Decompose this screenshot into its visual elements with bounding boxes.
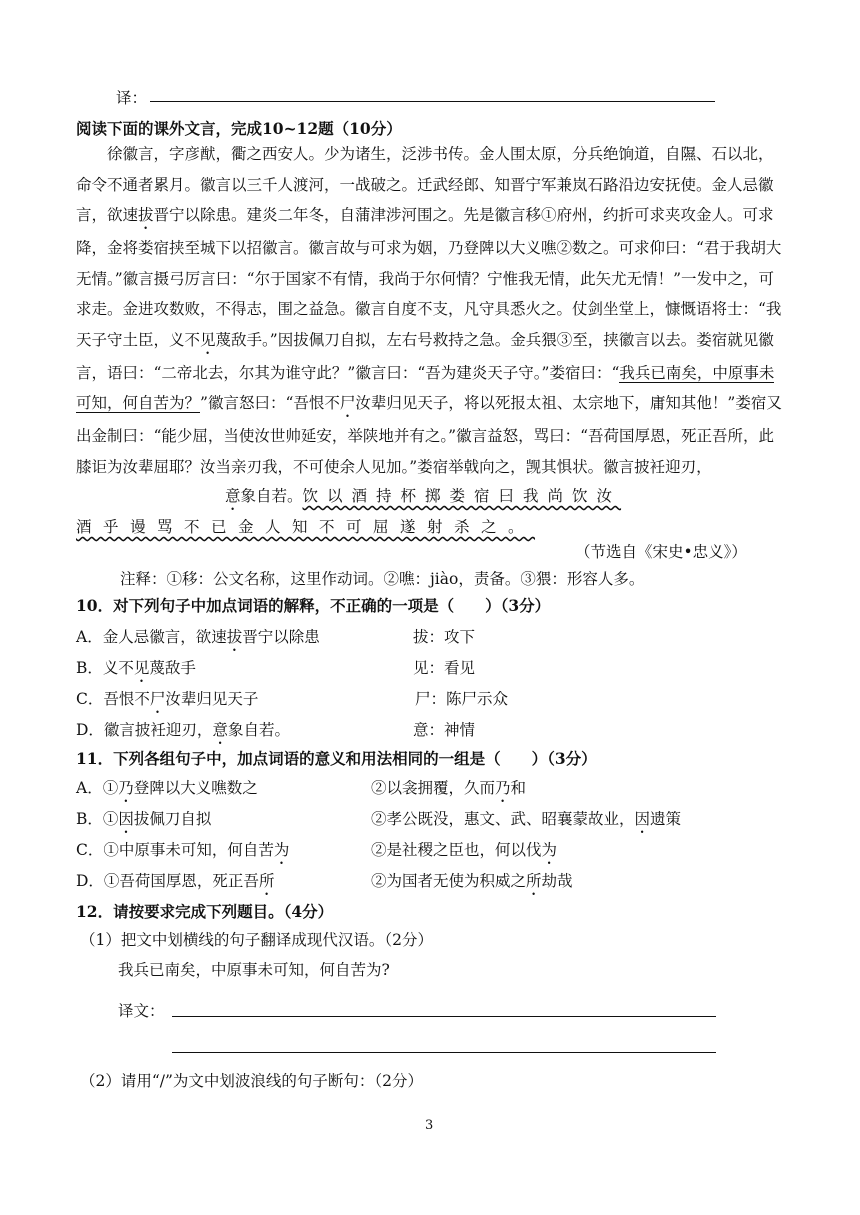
top-translate-line[interactable] (150, 101, 715, 102)
q11-a2-dot: 乃 (495, 779, 511, 797)
q11-option-b-2 (371, 807, 681, 837)
q11-a2-pre: ②以衾拥覆，久而 (371, 779, 496, 797)
q10-c-dot: 尸 (149, 690, 166, 708)
q11-option-a[interactable] (76, 776, 258, 806)
q12-answer-line-2[interactable] (172, 1052, 716, 1053)
dotted-word-jian: 见 (200, 330, 216, 349)
q11-option-a-2 (371, 776, 526, 806)
q11-d2-post: 劫哉 (541, 872, 573, 890)
q11-option-d-2 (371, 869, 573, 899)
passage-text-6: 象自若。 (240, 487, 303, 505)
q10-d-dot: 意 (212, 721, 228, 739)
q12-sub2: （2）请用“/”为文中划波浪线的句子断句：（2分） (80, 1072, 424, 1090)
q11-d1-dot: 所 (258, 872, 275, 890)
q10-a-text: A．金人忌徽言，欲速 (76, 628, 227, 646)
q11-option-c-2 (371, 838, 557, 868)
q11-b1-post: 拔佩刀自拟 (133, 810, 212, 828)
q11-a1-post: 登陴以大义噍数之 (133, 779, 258, 797)
q12-stem: 12．请按要求完成下列题目。（4分） (76, 902, 334, 921)
passage-text-3: 蔑敌手。”因拔佩刀自拟，左右号救持之急。金兵猥③至，挟徽言以去。娄宿就见徽言，语曰：“二帝北去，尔其为谁守此？”徽言曰：“吾为建炎天子守。”娄宿曰：“ (76, 330, 774, 382)
q10-a-gloss: 拔：攻下 (413, 628, 476, 646)
q10-option-b[interactable] (76, 656, 196, 686)
q11-d1-pre: D．①吾荷国厚恩，死正吾 (76, 872, 259, 890)
passage-text-5: 汝辈归见天子，将以死报太祖、太宗地下，庸知其他！”娄宿又出金制曰：“能少屈，当使汝世帅延安，举陕地并有之。”徽言益怒，骂曰：“吾荷国厚恩，死正吾所，此膝讵为汝辈屈耶？汝当亲刃我，不可使余人见加。”娄宿举戟向之，觊其惧状。徽言披衽迎刃， (76, 394, 782, 476)
q12-translate-label: 译文： (118, 1002, 165, 1020)
passage-line-wavy-2 (76, 515, 535, 537)
underlined-sentence: 我兵已南矣，中原事未可知，何自苦为？ (76, 363, 775, 412)
q10-stem: 10．对下列句子中加点词语的解释，不正确的一项是（ ）（3分） (76, 596, 551, 615)
q11-option-c[interactable] (76, 838, 289, 868)
q11-d2-pre: ②为国者无使为积威之 (371, 872, 527, 890)
wavy-sentence-1: 饮以酒持杯掷娄宿曰我尚饮汝 (302, 487, 622, 505)
top-translate-label: 译： (116, 89, 148, 107)
dotted-word-yi: 意 (225, 487, 241, 505)
q10-option-c[interactable] (76, 687, 258, 717)
section-heading: 阅读下面的课外文言，完成10~12题（10分） (76, 119, 402, 138)
q10-option-a[interactable] (76, 625, 320, 655)
q10-c-rest: 汝辈归见天子 (165, 690, 259, 708)
q10-d-rest: 象自若。 (227, 721, 290, 739)
q11-b2-post: 遗策 (650, 810, 682, 828)
q11-a1-dot: 乃 (118, 779, 134, 797)
q10-a-dot: 拔 (226, 628, 243, 646)
q11-a2-post: 和 (510, 779, 527, 797)
q11-c2-pre: ②是社稷之臣也，何以伐 (371, 841, 542, 859)
q10-d-gloss: 意：神情 (413, 721, 476, 739)
q11-b1-pre: B．① (76, 810, 119, 828)
q11-option-b[interactable] (76, 807, 211, 837)
q11-b2-dot: 因 (634, 810, 651, 828)
passage-line-wavy-1 (225, 484, 621, 514)
dotted-word-shi: 尸 (339, 394, 356, 412)
q10-c-gloss: 尸：陈尸示众 (415, 690, 509, 708)
q11-d2-dot: 所 (526, 872, 542, 890)
wavy-sentence-2: 酒乎谩骂不已金人知不可屈遂射杀之。 (76, 518, 536, 536)
dotted-word-ba: 拔 (138, 206, 154, 224)
q10-a-rest: 晋宁以除患 (242, 628, 320, 646)
q12-sub1: （1）把文中划横线的句子翻译成现代汉语。（2分） (80, 931, 433, 949)
q10-d-text: D．徽言披衽迎刃， (76, 721, 213, 739)
q11-a1-pre: A．① (76, 779, 119, 797)
q10-b-dot: 见 (133, 659, 150, 677)
q11-c1-dot: 为 (273, 841, 290, 859)
q11-option-d[interactable] (76, 869, 274, 899)
q11-c1-pre: C．①中原事未可知，何自苦 (76, 841, 274, 859)
passage-text-1: 徐徽言，字彦猷，衢之西安人。少为诸生，泛涉书传。金人围太原，分兵绝饷道，自隰、石以北，命令不通者累月。徽言以三千人渡河，一战破之。迁武经郎、知晋宁军兼岚石路沿边安抚使。金人忌徽言，欲速 (76, 145, 774, 224)
passage-text-2: 晋宁以除患。建炎二年冬，自蒲津涉河围之。先是徽言移①府州，约折可求夹攻金人。可求降，金将娄宿挟至城下以招徽言。徽言故与可求为姻，乃登陴以大义噍②数之。可求仰曰：“君于我胡大无情。”徽言摄弓厉言曰：“尔于国家不有情，我尚于尔何情？宁惟我无情，此矢尤无情！”一发中之，可求走。金进攻数败，不得志，围之益急。徽言自度不支，凡守具悉火之。仗剑坐堂上，慷慨语将士：“我天子守土臣，义不 (76, 206, 782, 349)
q11-c2-dot: 为 (541, 841, 558, 859)
q11-b2-pre: ②孝公既没，惠文、武、昭襄蒙故业， (371, 810, 635, 828)
passage-text-4: ”徽言怒曰：“吾恨不 (200, 394, 340, 412)
footnotes: 注释：①移：公文名称，这里作动词。②噍：jiào，责备。③猥：形容人多。 (120, 570, 645, 588)
q10-b-gloss: 见：看见 (413, 659, 476, 677)
q10-option-d[interactable] (76, 718, 290, 748)
passage (76, 139, 788, 482)
page-number: 3 (425, 1118, 434, 1133)
q11-stem: 11．下列各组句子中，加点词语的意义和用法相同的一组是（ ）（3分） (76, 749, 597, 768)
q10-b-rest: 蔑敌手 (149, 659, 196, 677)
source-citation: （节选自《宋史•忠义》） (575, 543, 747, 561)
q10-b-text: B．义不 (76, 659, 134, 677)
q10-c-text: C．吾恨不 (76, 690, 150, 708)
q12-answer-line-1[interactable] (172, 1016, 716, 1017)
q11-b1-dot: 因 (118, 810, 134, 828)
q12-sentence: 我兵已南矣，中原事未可知，何自苦为? (118, 961, 390, 979)
